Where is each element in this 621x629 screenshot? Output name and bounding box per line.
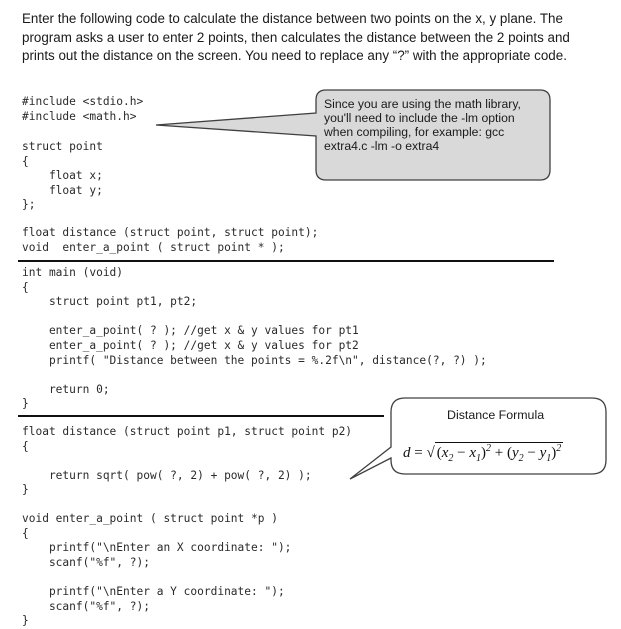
- distance-formula-title: Distance Formula: [447, 408, 545, 422]
- code-struct-point: struct point { float x; float y; };: [22, 140, 103, 212]
- formula-d: d: [403, 445, 411, 461]
- distance-formula: d = √ $(x_2 - x_1)^2 + (y_2 - y_1)^2$: [403, 443, 562, 464]
- code-main-function: int main (void) { struct point pt1, pt2; enter_a_point( ? ); //get x & y values for pt1 enter_a_point( ? ); //get x & y values for pt2 printf( "Distance between the points = %.2f\n", distance(?, ?) ); return 0; }: [22, 266, 487, 411]
- code-includes: #include <stdio.h> #include <math.h>: [22, 95, 144, 123]
- code-enter-point-function: void enter_a_point ( struct point *p ) { printf("\nEnter an X coordinate: "); scanf("%f", ?); printf("\nEnter a Y coordinate: "); scanf("%f", ?); }: [22, 512, 292, 628]
- instructions-text: Enter the following code to calculate the distance between two points on the x, y plane. The program asks a user to enter 2 points, then calculates the distance between the 2 points and prints out the distance on the screen. You need to replace any “?” with the appropriate code.: [22, 11, 570, 64]
- code-distance-function: float distance (struct point p1, struct point p2) { return sqrt( pow( ?, 2) + pow( ?, 2) ); }: [22, 425, 353, 497]
- formula-radicand: $(x_2 - x_1)^2 + (y_2 - y_1)^2$: [436, 443, 562, 464]
- math-library-note: Since you are using the math library, you'll need to include the -lm option when compiling, for example: gcc extra4.c -lm -o extra4: [324, 97, 521, 153]
- code-prototypes: float distance (struct point, struct point); void enter_a_point ( struct point * );: [22, 226, 319, 254]
